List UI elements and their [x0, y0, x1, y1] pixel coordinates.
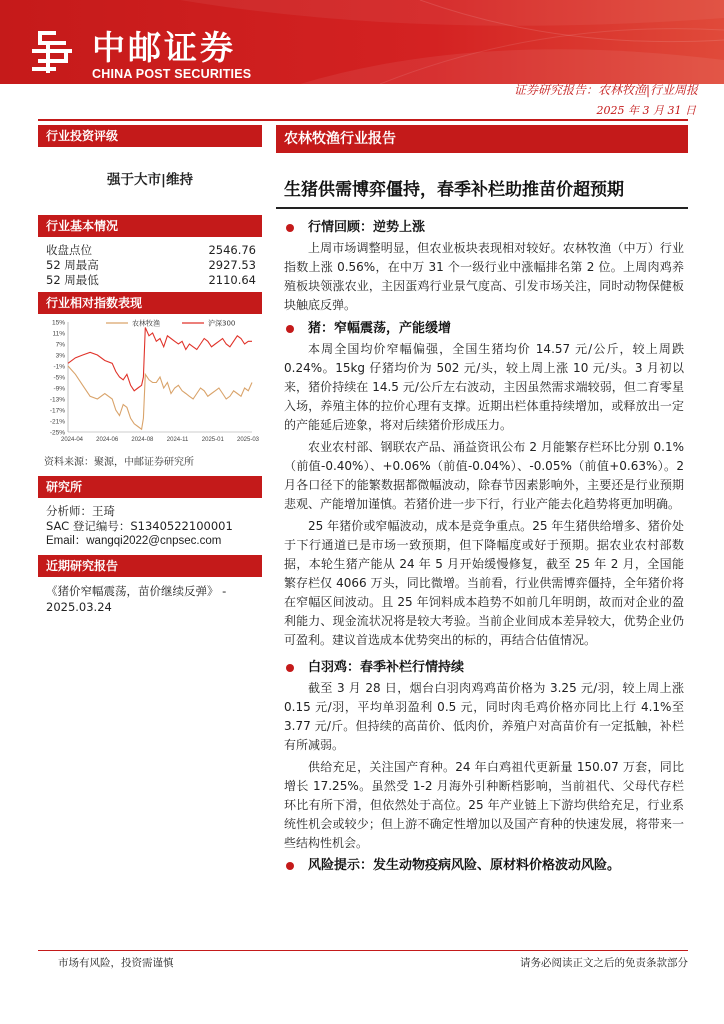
legend-label: 农林牧渔	[132, 319, 160, 328]
recent-report-link[interactable]: 《猪价窄幅震荡，苗价继续反弹》 - 2025.03.24	[46, 584, 227, 614]
header-divider	[38, 119, 688, 121]
report-body	[284, 217, 684, 877]
x-tick-label: 2025-03	[236, 437, 260, 443]
basics-table	[38, 243, 262, 288]
bullet-icon	[286, 325, 294, 333]
y-tick-label: -13%	[49, 396, 65, 404]
paragraph: 农业农村部、钢联农产品、涌益资讯公布 2 月能繁存栏环比分别 0.1%（前值-0.40%）、+0.06%（前值-0.04%）、-0.05%（前值+0.63%）。2 月各口径下的能繁数据都微幅波动，除春节因素影响外，主要还是行业预期悲观、产能增加谨慎。若猪价进一步下行，行业产能去化趋势将更加明确。	[284, 440, 684, 511]
paragraph: 上周市场调整明显，但农业板块表现相对较好。农林牧渔（中万）行业指数上涨 0.56%，在中万 31 个一级行业中涨幅排名第 2 位。上周肉鸡养殖板块领涨农业，主因蛋鸡行业景气度高、引发市场关注，同时动物保健板块触底反弹。	[284, 241, 684, 312]
china-post-logo-icon	[26, 29, 78, 77]
relative-index-chart	[38, 314, 262, 452]
report-type: 证券研究报告：农林牧渔|行业周报	[513, 83, 698, 97]
header-banner	[0, 0, 724, 84]
basics-label: 52 周最低	[46, 273, 99, 287]
x-tick-label: 2024-11	[166, 437, 189, 443]
basics-row	[38, 258, 262, 273]
section-heading-text: 白羽鸡：春季补栏行情持续	[308, 660, 465, 675]
analyst-sac: SAC 登记编号：S1340522100001	[46, 519, 233, 533]
report-tag: 农林牧渔行业报告	[276, 125, 688, 153]
footer-left-note: 市场有风险，投资需谨慎	[58, 957, 174, 969]
series-line-1	[68, 366, 252, 429]
x-tick-label: 2025-01	[201, 437, 224, 443]
basics-value: 2110.64	[208, 273, 256, 287]
risk-warning-text: 风险提示：发生动物疫病风险、原材料价格波动风险。	[308, 858, 621, 873]
brand-name-cn: 中邮证券	[92, 28, 236, 67]
section-heading	[284, 657, 684, 679]
risk-warning	[284, 855, 684, 877]
report-date: 2025 年 3 月 31 日	[596, 104, 696, 117]
basics-label: 52 周最高	[46, 258, 99, 272]
footer-disclaimer-note: 请务必阅读正文之后的免责条款部分	[520, 957, 688, 969]
page-title: 生猪供需博弈僵持，春季补栏助推苗价超预期	[284, 180, 624, 200]
basics-row	[38, 243, 262, 258]
y-tick-label: -1%	[53, 363, 65, 371]
y-tick-label: -25%	[49, 429, 65, 437]
y-tick-label: -17%	[49, 407, 65, 415]
recent-title: 近期研究报告	[38, 555, 262, 577]
bullet-icon	[286, 862, 294, 870]
y-tick-label: 15%	[51, 319, 65, 327]
y-tick-label: -9%	[53, 385, 65, 393]
y-tick-label: 3%	[55, 352, 65, 360]
bullet-icon	[286, 664, 294, 672]
main-content	[276, 125, 688, 873]
y-tick-label: 11%	[52, 330, 65, 338]
team-title: 研究所	[38, 476, 262, 498]
analyst-name: 分析师：王琦	[46, 504, 115, 518]
y-tick-label: -5%	[53, 374, 65, 382]
x-tick-label: 2024-06	[96, 437, 119, 443]
industry-rating: 强于大市|维持	[107, 172, 193, 188]
analyst-email[interactable]: Email：wangqi2022@cnpsec.com	[46, 535, 222, 547]
sidebar	[38, 125, 262, 615]
x-tick-label: 2024-08	[131, 437, 154, 443]
paragraph: 供给充足，关注国产育种。24 年白鸡祖代更新量 150.07 万套，同比增长 17.25%。虽然受 1-2 月海外引种断档影响，当前祖代、父母代存栏环比有所下滑，但依然处于高位。25 年产业链上下游均供给充足，行业系统性机会或较少；但上游不确定性增加以及国产育种的快速发展，将带来一些结构性机会。	[284, 760, 684, 850]
basics-label: 收盘点位	[46, 243, 92, 257]
footer-divider	[38, 950, 688, 951]
section-heading	[284, 318, 684, 340]
section-heading	[284, 217, 684, 239]
paragraph: 截至 3 月 28 日，烟台白羽肉鸡鸡苗价格为 3.25 元/羽，较上周上涨 0.15 元/羽，平均单羽盈利 0.5 元，同时肉毛鸡价格亦同比上行 4.1%至 3.77 元/斤。但持续的高苗价、低肉价，养殖户对高苗价有一定抵触，补栏有所减弱。	[284, 681, 684, 752]
chart-title: 行业相对指数表现	[38, 292, 262, 314]
rating-title: 行业投资评级	[38, 125, 262, 147]
brand-name-en: CHINA POST SECURITIES	[92, 67, 252, 81]
legend-label: 沪深300	[208, 319, 236, 328]
paragraph: 本周全国均价窄幅偏强，全国生猪均价 14.57 元/公斤，较上周跌 0.24%。15kg 仔猪均价为 502 元/头，较上周上涨 10 元/头。3 月初以来，猪价持续在 14.5 元/公斤左右波动，主因虽然需求端较弱，但二育零星入场，养殖主体的拉价心理有支撑。近期出栏体重持续增加，或释放出一定的产能延后迹象，将对后续猪价形成压力。	[284, 342, 684, 432]
basics-value: 2927.53	[208, 258, 256, 272]
basics-title: 行业基本情况	[38, 215, 262, 237]
y-tick-label: 7%	[55, 341, 65, 349]
bullet-icon	[286, 224, 294, 232]
section-heading-text: 行情回顾：逆势上涨	[308, 220, 426, 235]
chart-source: 资料来源：聚源，中邮证券研究所	[44, 457, 194, 468]
basics-value: 2546.76	[208, 243, 256, 257]
basics-row	[38, 273, 262, 288]
paragraph: 25 年猪价或窄幅波动，成本是竞争重点。25 年生猪供给增多、猪价处于下行通道已是市场一致预期，但下降幅度或好于预期。据农业农村部数据，本轮生猪产能从 24 年 5 月开始缓慢修复，截至 25 年 2 月，全国能繁存栏仅 4066 万头，同比微增。当前看，行业供需博弈僵持，全年猪价将在窄幅区间波动。且 25 年饲料成本趋势不如前几年明朗，故而对企业的盈利能力、现金流状况将是较大考验。当前企业间成本差异较大，优势企业仍可盈利。建议首选成本优势突出的标的，再结合估值情况。	[284, 519, 684, 647]
section-heading-text: 猪：窄幅震荡，产能缓增	[308, 321, 452, 336]
title-divider	[276, 207, 688, 209]
series-line-2	[68, 328, 252, 391]
x-tick-label: 2024-04	[60, 437, 84, 443]
y-tick-label: -21%	[49, 418, 65, 426]
